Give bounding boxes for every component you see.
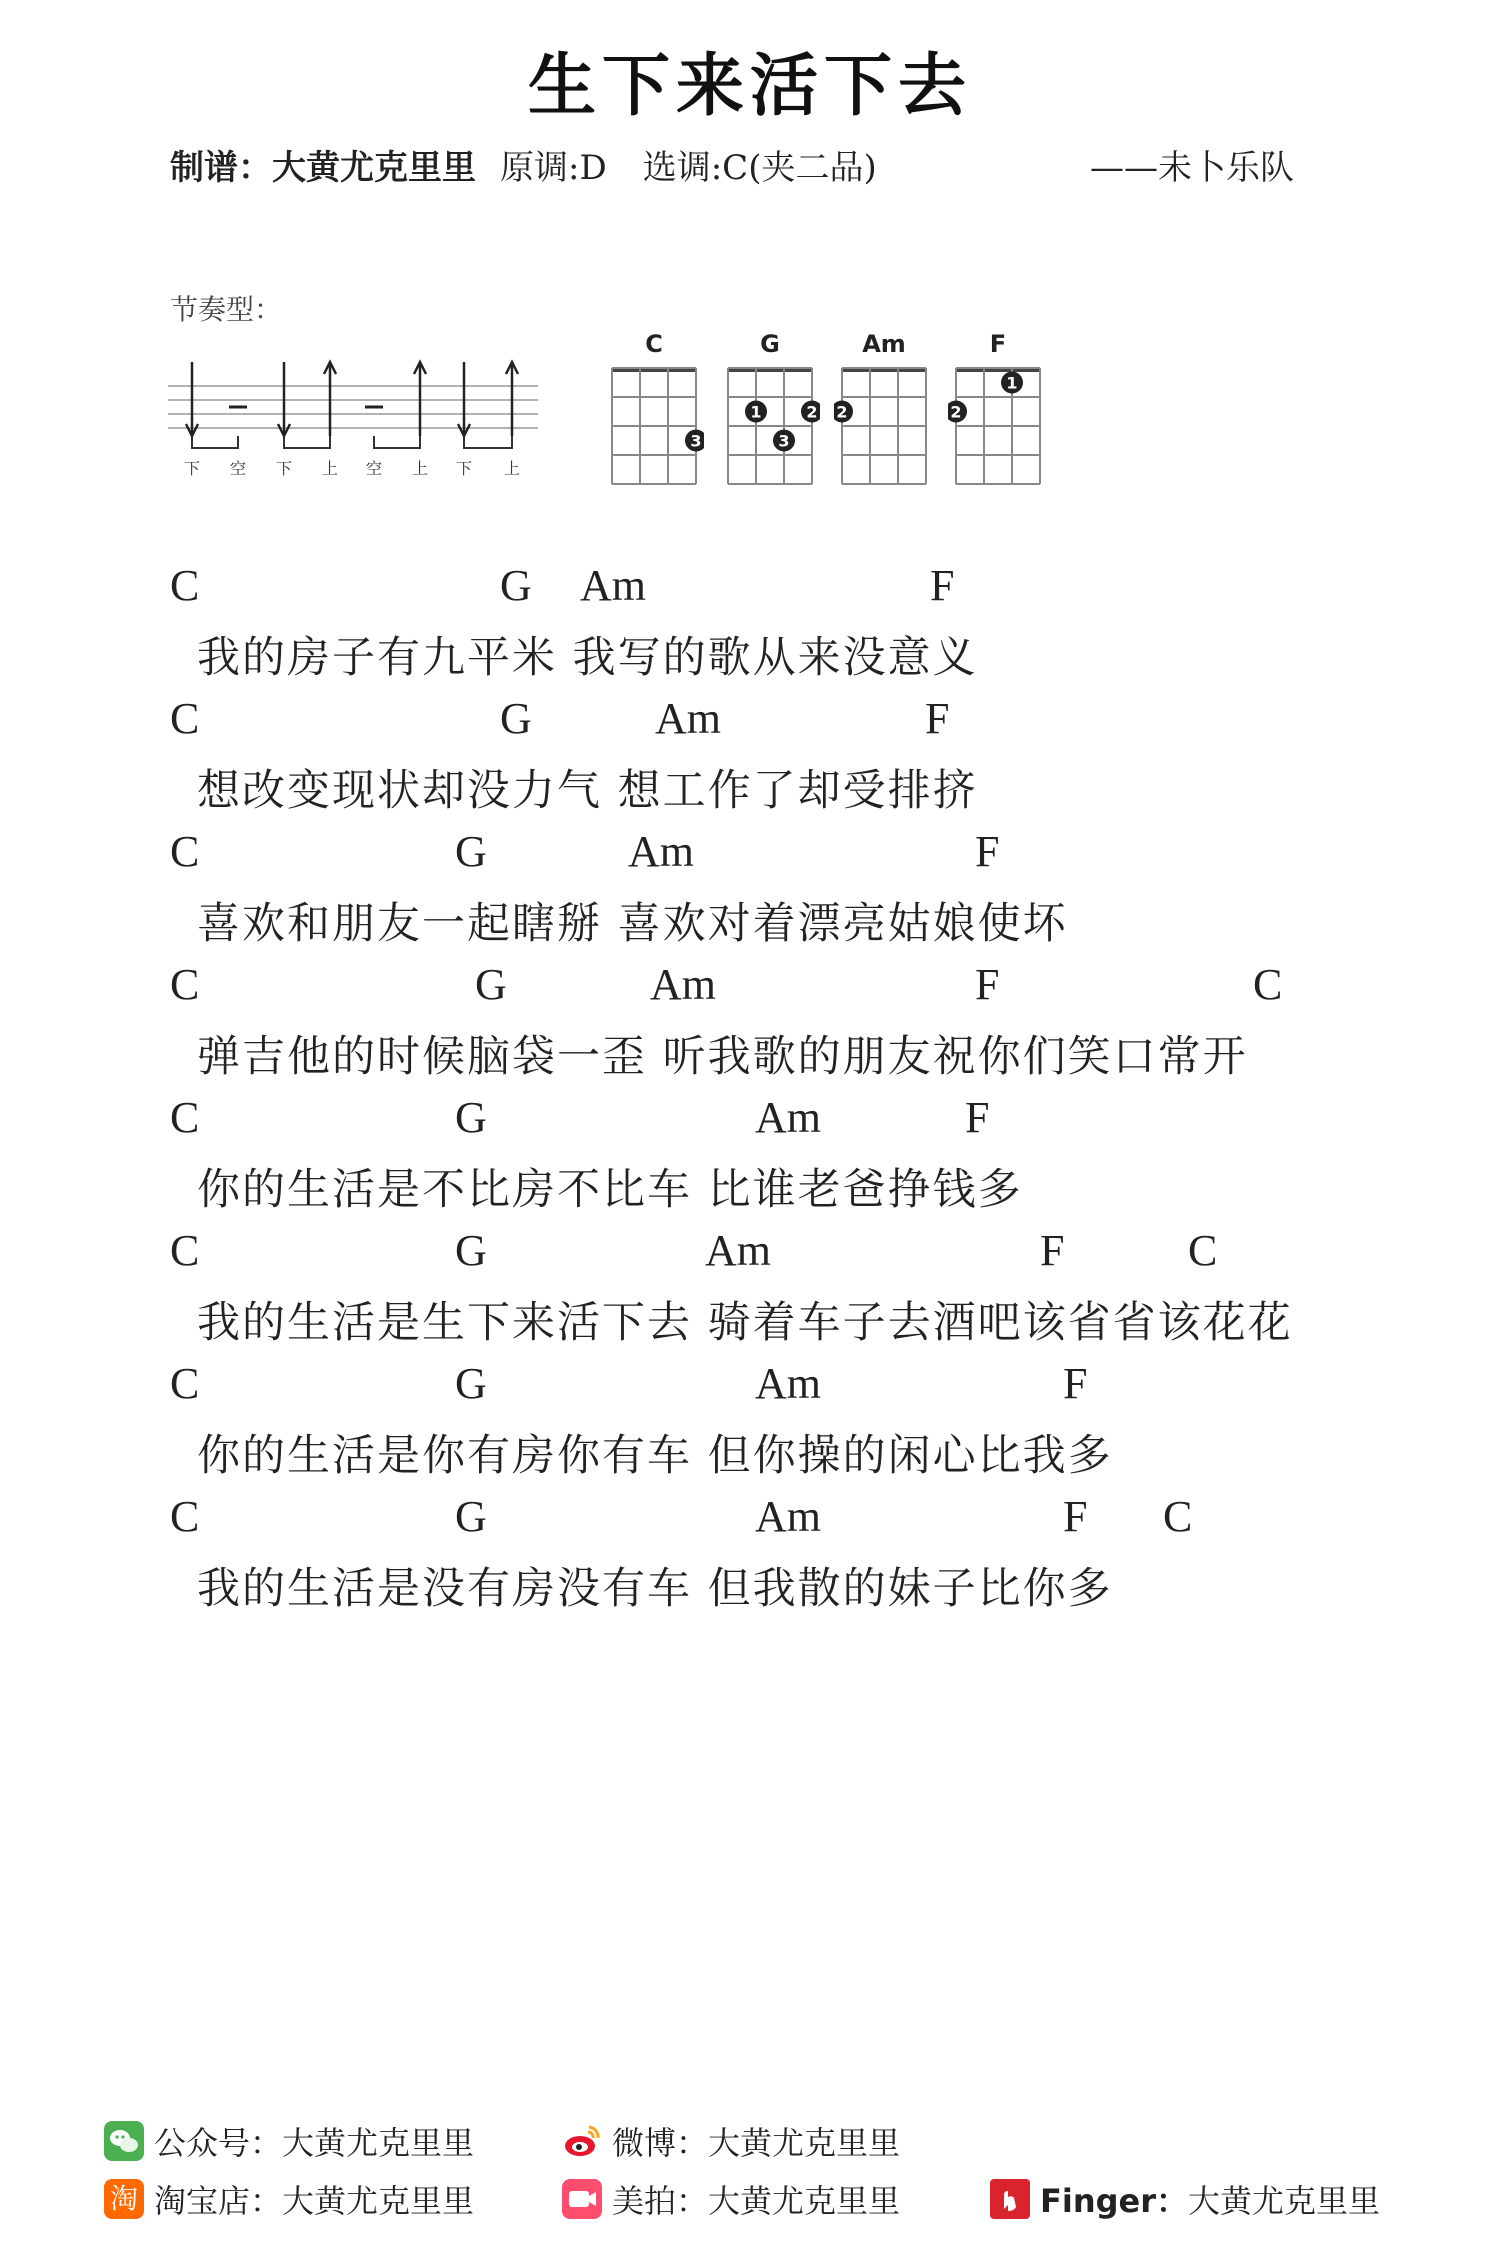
footer-meipai: [562, 2176, 900, 2222]
chord-line: [0, 693, 1500, 743]
finger-dot: [773, 430, 795, 452]
footer-finger: [990, 2176, 1380, 2222]
chord-symbol: C: [1163, 1492, 1193, 1541]
svg-text:3: 3: [778, 431, 790, 451]
beam: [284, 436, 330, 448]
chord-symbol: C: [1253, 960, 1283, 1009]
lyric-line: 我的房子有九平米 我写的歌从来没意义: [197, 633, 978, 683]
chord-symbol: C: [170, 827, 200, 876]
lyric-line: 你的生活是你有房你有车 但你操的闲心比我多: [197, 1431, 1113, 1481]
chord-symbol: Am: [755, 1492, 821, 1541]
chord-symbol: G: [455, 1492, 487, 1541]
finger-label: Finger：: [1040, 2182, 1189, 2220]
chord-symbol: G: [455, 827, 487, 876]
chord-symbol: G: [500, 561, 532, 610]
strum-down-arrow: [278, 362, 290, 436]
strum-label: 下: [183, 459, 201, 478]
beam: [374, 436, 420, 448]
chord-line: [0, 1092, 1500, 1142]
chord-symbol: G: [500, 694, 532, 743]
original-key: 原调:D: [500, 148, 607, 188]
lyric-line: 我的生活是没有房没有车 但我散的妹子比你多: [197, 1564, 1113, 1614]
wechat-label: 公众号：: [154, 2124, 283, 2162]
chord-symbol: C: [170, 1359, 200, 1408]
wechat-icon: [104, 2121, 144, 2161]
svg-text:1: 1: [750, 402, 762, 422]
chord-symbol: C: [170, 1226, 200, 1275]
finger-dot: [948, 401, 967, 423]
strum-up-arrow: [506, 362, 518, 436]
chord-symbol: C: [170, 1492, 200, 1541]
finger-dot: [834, 401, 853, 423]
lyric-line: 喜欢和朋友一起瞎掰 喜欢对着漂亮姑娘使坏: [197, 899, 1068, 949]
chord-symbol: Am: [628, 827, 694, 876]
chord-symbol: F: [975, 827, 1000, 876]
chord-symbol: G: [475, 960, 507, 1009]
svg-text:2: 2: [950, 402, 962, 422]
lyric-line: 你的生活是不比房不比车 比谁老爸挣钱多: [197, 1165, 1023, 1215]
chord-line: [0, 1491, 1500, 1541]
chord-symbol: F: [1063, 1492, 1088, 1541]
beam: [464, 436, 512, 448]
strum-label: 空: [365, 459, 383, 478]
strum-label: 上: [503, 459, 521, 478]
strum-up-arrow: [414, 362, 426, 436]
meipai-value: 大黄尤克里里: [708, 2182, 901, 2220]
chord-symbol: Am: [655, 694, 721, 743]
chord-symbol: Am: [705, 1226, 771, 1275]
strum-pattern: [168, 356, 548, 486]
chord-symbol: C: [170, 561, 200, 610]
song-title: 生下来活下去: [527, 47, 972, 126]
chord-symbol: Am: [650, 960, 716, 1009]
strum-label: 空: [229, 459, 247, 478]
chord-symbol: G: [455, 1226, 487, 1275]
rhythm-label: 节奏型：: [170, 293, 283, 326]
chord-line: [0, 959, 1500, 1009]
chord-symbol: F: [975, 960, 1000, 1009]
strum-label: 下: [275, 459, 293, 478]
strum-down-arrow: [458, 362, 470, 436]
taobao-icon: 淘: [104, 2179, 144, 2219]
chord-line: [0, 1358, 1500, 1408]
chord-diagram-name: F: [989, 330, 1007, 358]
chord-line: [0, 826, 1500, 876]
strum-label: 上: [411, 459, 429, 478]
chord-symbol: Am: [580, 561, 646, 610]
weibo-icon: [562, 2121, 602, 2161]
footer-taobao: [104, 2176, 474, 2222]
footer-wechat: [104, 2118, 474, 2164]
chord-symbol: C: [170, 694, 200, 743]
chord-line: [0, 560, 1500, 610]
wechat-value: 大黄尤克里里: [282, 2124, 475, 2162]
chord-symbol: Am: [755, 1359, 821, 1408]
svg-text:2: 2: [836, 402, 848, 422]
chord-symbol: C: [170, 960, 200, 1009]
chord-symbol: G: [455, 1359, 487, 1408]
chord-diagram-am: [834, 364, 934, 504]
credits-line: [170, 140, 877, 189]
chord-symbol: F: [925, 694, 950, 743]
arranger-label: 制谱：: [170, 148, 272, 188]
finger-value: 大黄尤克里里: [1188, 2182, 1381, 2220]
chord-diagram-name: G: [760, 330, 780, 358]
finger-dot: [801, 401, 820, 423]
artist-name: ——未卜乐队: [1090, 148, 1294, 188]
chord-symbol: F: [965, 1093, 990, 1142]
lyric-line: 弹吉他的时候脑袋一歪 听我歌的朋友祝你们笑口常开: [197, 1032, 1248, 1082]
chord-line: [0, 1225, 1500, 1275]
chord-diagram-c: [604, 364, 704, 504]
finger-dot: [745, 401, 767, 423]
chord-symbol: G: [455, 1093, 487, 1142]
footer: [0, 2100, 1500, 2230]
chord-diagram-name: Am: [862, 330, 906, 358]
lyric-line: 想改变现状却没力气 想工作了却受排挤: [197, 766, 978, 816]
weibo-value: 大黄尤克里里: [708, 2124, 901, 2162]
strum-up-arrow: [324, 362, 336, 436]
finger-dot: [1001, 372, 1023, 394]
strum-label: 下: [455, 459, 473, 478]
chord-diagram-f: [948, 364, 1048, 504]
chord-symbol: C: [170, 1093, 200, 1142]
strum-down-arrow: [186, 362, 198, 436]
strum-label: 上: [321, 459, 339, 478]
svg-text:1: 1: [1006, 373, 1018, 393]
beam: [192, 436, 238, 448]
arranger-name: 大黄尤克里里: [272, 148, 476, 188]
chord-symbol: F: [930, 561, 955, 610]
chord-symbol: Am: [755, 1093, 821, 1142]
svg-text:3: 3: [690, 431, 702, 451]
footer-weibo: [562, 2118, 900, 2164]
meipai-icon: [562, 2179, 602, 2219]
chord-symbol: F: [1063, 1359, 1088, 1408]
chord-symbol: C: [1188, 1226, 1218, 1275]
finger-icon: [990, 2179, 1030, 2219]
meipai-label: 美拍：: [612, 2182, 709, 2220]
taobao-label: 淘宝店：: [154, 2182, 283, 2220]
taobao-value: 大黄尤克里里: [282, 2182, 475, 2220]
svg-text:2: 2: [806, 402, 818, 422]
chord-diagram-name: C: [645, 330, 663, 358]
chord-diagram-g: [720, 364, 820, 504]
weibo-label: 微博：: [612, 2124, 709, 2162]
finger-dot: [685, 430, 704, 452]
lyric-line: 我的生活是生下来活下去 骑着车子去酒吧该省省该花花: [197, 1298, 1293, 1348]
chosen-key: 选调:C(夹二品): [642, 148, 877, 188]
chord-symbol: F: [1040, 1226, 1065, 1275]
